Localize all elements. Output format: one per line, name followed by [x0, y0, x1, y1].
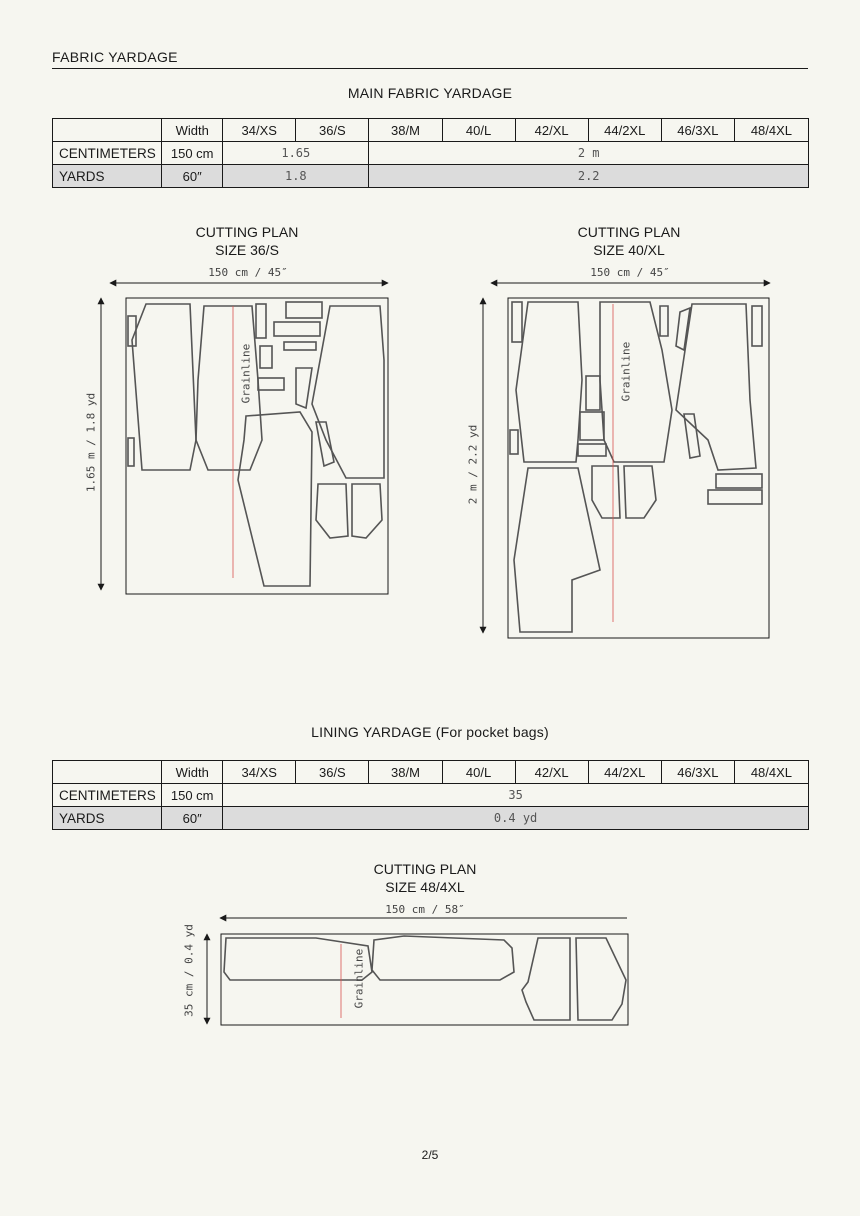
- plan-title-line: CUTTING PLAN: [195, 224, 299, 240]
- table-header-cell: 34/XS: [223, 119, 296, 142]
- value-cell: 1.65: [223, 142, 369, 165]
- value-cell: 35: [223, 784, 809, 807]
- plan-1-width-label: 150 cm / 45″: [208, 266, 288, 279]
- plan-1-grainline-label: Grainline: [239, 343, 253, 404]
- value-cell: 0.4 yd: [223, 807, 809, 830]
- table-header-cell: 40/L: [442, 761, 515, 784]
- table-header-cell: 46/3XL: [661, 761, 734, 784]
- plan-title-line: CUTTING PLAN: [373, 861, 477, 877]
- row-label: YARDS: [53, 165, 162, 188]
- table-header-cell: 46/3XL: [661, 119, 734, 142]
- value-cell: 1.8: [223, 165, 369, 188]
- page-header-title: FABRIC YARDAGE: [52, 49, 178, 65]
- cutting-plan-2-title: [529, 223, 729, 259]
- page-number: 2/5: [421, 1148, 439, 1162]
- width-cell: 150 cm: [162, 784, 223, 807]
- plan-size-label: SIZE 48/4XL: [385, 879, 465, 895]
- width-cell: 60″: [162, 165, 223, 188]
- plan-2-width-label: 150 cm / 45″: [590, 266, 670, 279]
- table-header-cell: 36/S: [296, 119, 369, 142]
- row-label: YARDS: [53, 807, 162, 830]
- table-header-cell: Width: [162, 761, 223, 784]
- lining-plan-title: [325, 860, 525, 896]
- plan-2-grainline-label: Grainline: [619, 341, 633, 402]
- table-header-cell: [53, 761, 162, 784]
- lining-title: LINING YARDAGE (For pocket bags): [311, 724, 549, 740]
- plan-size-label: SIZE 36/S: [215, 242, 279, 258]
- table-header-cell: 34/XS: [223, 761, 296, 784]
- plan-1-fabric-outline: [126, 298, 388, 594]
- plan-2-height-label: 2 m / 2.2 yd: [466, 424, 480, 505]
- plan-1-pattern-pieces: [128, 302, 384, 586]
- table-header-cell: 42/XL: [515, 119, 588, 142]
- table-header-cell: 42/XL: [515, 761, 588, 784]
- plan-size-label: SIZE 40/XL: [593, 242, 665, 258]
- table-header-cell: 38/M: [369, 761, 442, 784]
- table-header-cell: 38/M: [369, 119, 442, 142]
- value-cell: 2.2: [369, 165, 809, 188]
- width-cell: 60″: [162, 807, 223, 830]
- value-cell: 2 m: [369, 142, 809, 165]
- table-row: [53, 807, 809, 830]
- lining-grainline-label: Grainline: [352, 948, 366, 1009]
- lining-height-label: 35 cm / 0.4 yd: [182, 924, 196, 1017]
- lining-pattern-pieces: [224, 936, 626, 1020]
- table-header-cell: Width: [162, 119, 223, 142]
- lining-table: [52, 760, 809, 830]
- table-header-cell: 48/4XL: [734, 761, 808, 784]
- row-label: CENTIMETERS: [53, 784, 162, 807]
- table-header-cell: 36/S: [296, 761, 369, 784]
- table-header-row: [53, 761, 809, 784]
- table-header-cell: 44/2XL: [588, 761, 661, 784]
- plan-1-height-label: 1.65 m / 1.8 yd: [84, 392, 98, 493]
- width-cell: 150 cm: [162, 142, 223, 165]
- table-header-cell: 48/4XL: [734, 119, 808, 142]
- plan-2-pattern-pieces: [510, 302, 762, 632]
- table-header-cell: 40/L: [442, 119, 515, 142]
- row-label: CENTIMETERS: [53, 142, 162, 165]
- lining-width-label: 150 cm / 58″: [385, 903, 465, 916]
- table-row: [53, 784, 809, 807]
- table-header-cell: 44/2XL: [588, 119, 661, 142]
- main-fabric-title: MAIN FABRIC YARDAGE: [347, 85, 513, 101]
- plan-title-line: CUTTING PLAN: [577, 224, 681, 240]
